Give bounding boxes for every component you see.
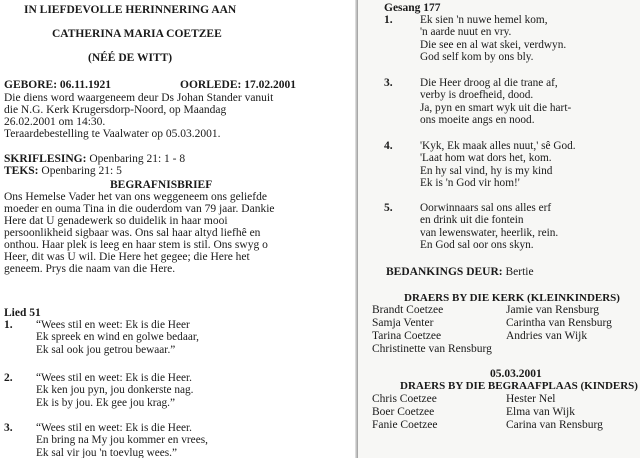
service-line-1: Die diens word waargeneem deur Ds Johan Stander vanuit xyxy=(4,92,274,104)
song-title: Lied 51 xyxy=(4,307,41,319)
maiden-name: (NÉÉ DE WITT) xyxy=(88,52,173,64)
verse-line: Ek is 'n God vir hom!' xyxy=(420,176,520,189)
thanks-name: Bertie xyxy=(505,266,534,278)
verse-line: En hy sal vind, hy is my kind xyxy=(420,164,553,177)
verse-number: 2. xyxy=(4,372,13,384)
verse-line: en drink uit die fontein xyxy=(420,214,524,227)
verse-line: En bring na My jou kommer en vrees, xyxy=(36,434,208,447)
verse-number: 1. xyxy=(384,14,393,26)
text-label: TEKS: xyxy=(4,165,39,177)
right-page xyxy=(358,0,640,458)
letter-line-6: Heer, dit was U wil. Die Here het gegee; die Here het xyxy=(4,251,250,263)
letter-line-5: onthou. Haar plek is leeg en haar stem is stil. Ons swyg o xyxy=(4,239,268,251)
verse-number: 3. xyxy=(384,77,393,89)
verse-number: 1. xyxy=(4,319,13,331)
verse-line: van lewenswater, heerlik, rein. xyxy=(420,226,559,239)
grave-bearer: Chris Coetzee xyxy=(372,393,437,405)
born-date: 06.11.1921 xyxy=(59,79,112,91)
church-bearer: Christinette van Rensburg xyxy=(372,343,492,355)
service-line-2: die N.G. Kerk Krugersdorp-Noord, op Maandag xyxy=(4,104,227,116)
verse-line: Die Heer droog al die trane af, xyxy=(420,77,558,89)
letter-line-2: moeder en ouma Tina in die ouderdom van 79 jaar. Dankie xyxy=(4,203,275,215)
song-verse-1 xyxy=(36,319,199,356)
text-value: Openbaring 21: 5 xyxy=(41,165,122,177)
thanks-label: BEDANKINGS DEUR: xyxy=(386,266,503,278)
grave-bearers-title: DRAERS BY DIE BEGRAAFPLAAS (KINDERS) xyxy=(400,380,638,392)
verse-line: God self kom by ons bly. xyxy=(420,50,534,63)
church-bearer: Brandt Coetzee xyxy=(372,304,444,316)
church-bearer: Samja Venter xyxy=(372,317,434,329)
grave-bearer: Carina van Rensburg xyxy=(506,419,603,431)
verse-number: 4. xyxy=(384,140,393,152)
verse-line: ons moeite angs en nood. xyxy=(420,113,535,126)
text-row xyxy=(4,165,122,177)
verse-line: Oorwinnaars sal ons alles erf xyxy=(420,202,552,214)
grave-bearer: Fanie Coetzee xyxy=(372,419,438,431)
verse-line: Ek sal ook jou getrou bewaar.” xyxy=(36,343,176,356)
verse-line: verby is droefheid, dood. xyxy=(420,89,534,102)
deceased-name: CATHERINA MARIA COETZEE xyxy=(52,28,222,40)
letter-line-3: Here dat U genadewerk so duidelik in haar mooi xyxy=(4,215,228,227)
letter-title: BEGRAFNISBRIEF xyxy=(110,179,213,191)
song-verse-3 xyxy=(36,422,208,458)
grave-bearer: Hester Nel xyxy=(506,393,556,405)
letter-line-7: geneem. Prys die naam van die Here. xyxy=(4,263,176,275)
church-bearers-title: DRAERS BY DIE KERK (KLEINKINDERS) xyxy=(404,292,620,304)
burial-date: 05.03.2001 xyxy=(490,368,542,380)
died-label: OORLEDE: xyxy=(180,79,242,91)
verse-number: 5. xyxy=(384,202,393,214)
verse-line: “Wees stil en weet: Ek is die Heer. xyxy=(36,422,192,434)
verse-line: En God sal oor ons skyn. xyxy=(420,238,534,251)
verse-line: 'n aarde nuut en vry. xyxy=(420,26,512,39)
letter-line-4: persoonlikheid sigbaar was. Ons sal haar altyd liefhê en xyxy=(4,227,261,239)
grave-bearer: Boer Coetzee xyxy=(372,406,435,418)
verse-line: 'Laat hom wat dors het, kom. xyxy=(420,152,552,165)
service-line-3: 26.02.2001 om 14:30. xyxy=(4,116,106,128)
verse-line: “Wees stil en weet: Ek is die Heer. xyxy=(36,372,192,384)
letter-line-1: Ons Hemelse Vader het van ons weggeneem ons geliefde xyxy=(4,191,267,203)
born-row xyxy=(4,79,111,91)
verse-line: Ek ken jou pyn, jou donkerste nag. xyxy=(36,384,194,397)
scripture-row xyxy=(4,153,185,165)
hymn-verse-3 xyxy=(420,77,571,126)
scripture-value: Openbaring 21: 1 - 8 xyxy=(89,153,186,165)
verse-line: Ek sal vir jou 'n toevlug wees.” xyxy=(36,446,178,458)
verse-line: 'Kyk, Ek maak alles nuut,' sê God. xyxy=(420,140,576,152)
church-bearer: Andries van Wijk xyxy=(506,330,588,342)
grave-bearer: Elma van Wijk xyxy=(506,406,575,418)
verse-line: Die see en al wat skei, verdwyn. xyxy=(420,38,567,51)
born-label: GEBORE: xyxy=(4,79,58,91)
hymn-verse-4 xyxy=(420,140,576,189)
hymn-verse-1 xyxy=(420,14,566,63)
verse-line: Ja, pyn en smart wyk uit die hart- xyxy=(420,101,572,114)
verse-number: 3. xyxy=(4,422,13,434)
church-bearer: Tarina Coetzee xyxy=(372,330,442,342)
died-row xyxy=(180,79,296,91)
verse-line: Ek is by jou. Ek gee jou krag.” xyxy=(36,396,175,409)
hymn-verse-5 xyxy=(420,202,558,251)
service-line-4: Teraardebestelling te Vaalwater op 05.03.2001. xyxy=(4,128,221,140)
thanks-row xyxy=(386,266,534,278)
verse-line: Ek sien 'n nuwe hemel kom, xyxy=(420,14,548,26)
song-verse-2 xyxy=(36,372,194,409)
died-date: 17.02.2001 xyxy=(244,79,296,91)
church-bearer: Jamie van Rensburg xyxy=(506,304,600,316)
church-bearer: Carintha van Rensburg xyxy=(506,317,612,329)
verse-line: “Wees stil en weet: Ek is die Heer xyxy=(36,319,190,331)
hymn-title: Gesang 177 xyxy=(384,2,441,14)
verse-line: Ek spreek en wind en golwe bedaar, xyxy=(36,331,199,344)
scripture-label: SKRIFLESING: xyxy=(4,153,87,165)
memorial-heading: IN LIEFDEVOLLE HERINNERING AAN xyxy=(24,4,237,16)
